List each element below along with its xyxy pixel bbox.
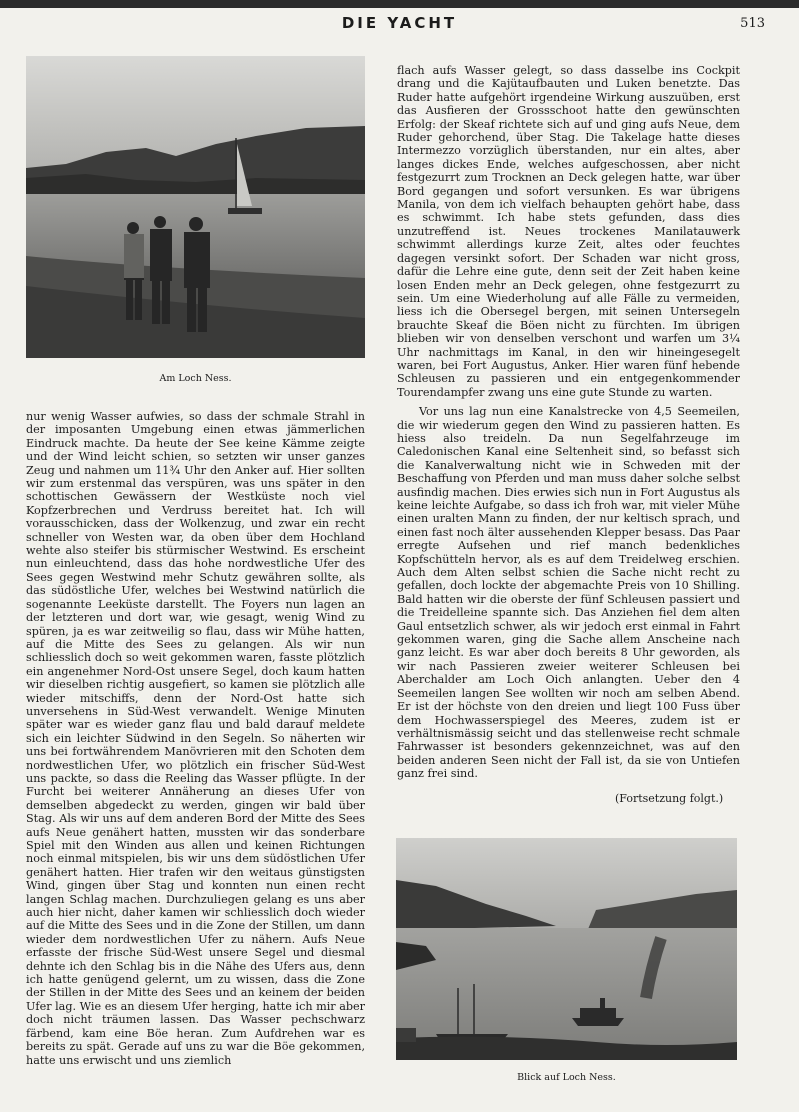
page-top-edge (0, 0, 799, 8)
page-number: 513 (740, 16, 765, 31)
photo-caption-am-loch-ness: Am Loch Ness. (159, 373, 232, 384)
left-column-text (26, 410, 365, 1067)
right-column-text (397, 64, 740, 781)
journal-title: DIE YACHT (341, 14, 458, 32)
continued-note: (Fortsetzung folgt.) (615, 792, 724, 805)
right-paragraph-1: flach aufs Wasser gelegt, so dass dasselbe ins Cockpit drang und die Kajütaufbauten und Luken benetzte. Das Ruder hatte aufgehört irgendeine Wirkung auszuüben, erst das Ausfieren der Grossschoot hatte den gewünschten Erfolg: der Skeaf richtete sich auf und ging aufs Neue, dem Ruder gehorchend, über Stag. Die Takelage hatte dieses Intermezzo vorzüglich überstanden, nur ein altes, aber langes dickes Ende, welches aufgeschossen, aber nicht festgezurrt zum Trocknen an Deck gelegen hatte, war über Bord gegangen und sofort versunken. Es war übrigens Manila, von dem ich vielfach behaupten gehört habe, dass es schwimmt. Ich habe stets gefunden, dass dies unzutreffend ist. Neues trockenes Manilatauwerk schwimmt allerdings kurze Zeit, altes oder feuchtes dagegen versinkt sofort. Der Schaden war nicht gross, dafür die Lehre eine gute, denn seit der Zeit haben keine losen Enden mehr an Deck gelegen, ohne festgezurrt zu sein. Um eine Wiederholung auf alle Fälle zu vermeiden, liess ich die Obersegel bergen, mit seinen Untersegeln brauchte Skeaf die Böen nicht zu fürchten. Im übrigen blieben wir von denselben verschont und warfen um 3¼ Uhr nachmittags im Kanal, in den wir hineingesegelt waren, bei Fort Augustus, Anker. Hier waren fünf hebende Schleusen zu passieren und ein entgegenkommender Tourendampfer zwang uns eine gute Stunde zu warten. (397, 64, 740, 399)
page-header (0, 12, 799, 36)
photo-am-loch-ness (26, 56, 365, 358)
photo-blick-auf-loch-ness (396, 838, 737, 1060)
right-paragraph-2: Vor uns lag nun eine Kanalstrecke von 4,5 Seemeilen, die wir wiederum gegen den Wind zu passieren hatten. Es hiess also treideln. Da nun Segelfahrzeuge im Caledonischen Kanal eine Seltenheit sind, so befasst sich die Kanalverwaltung nicht wie in Schweden mit der Beschaffung von Pferden und man muss daher solche selbst ausfindig machen. Dies erwies sich nun in Fort Augustus als keine leichte Aufgabe, so dass ich froh war, mit vieler Mühe einen uralten Mann zu finden, der nur keltisch sprach, und einen fast noch älter aussehenden Klepper besass. Das Paar erregte Aufsehen und rief manch bedenkliches Kopfschütteln hervor, als es auf dem Treidelweg erschien. Auch dem Alten selbst schien die Sache nicht recht zu gefallen, doch lockte der abgemachte Preis von 10 Shilling. Bald hatten wir die oberste der fünf Schleusen passiert und die Treidelleine spannte sich. Das Anziehen fiel dem alten Gaul entsetzlich schwer, als wir jedoch erst einmal in Fahrt gekommen waren, ging die Sache allem Anscheine nach ganz leicht. Es war aber doch bereits 8 Uhr geworden, als wir nach Passieren zweier weiterer Schleusen bei Aberchalder am Loch Oich anlangten. Ueber den 4 Seemeilen langen See wollten wir noch am selben Abend. Er ist der höchste von den dreien und liegt 100 Fuss über dem Hochwasserspiegel des Meeres, zudem ist er verhältnismässig seicht und das stellenweise recht schmale Fahrwasser ist besonders gekennzeichnet, was auf den beiden anderen Seen nicht der Fall ist, da sie von Untiefen ganz frei sind. (397, 405, 740, 781)
photo-caption-blick-auf-loch-ness: Blick auf Loch Ness. (517, 1072, 616, 1083)
left-column-paragraph: nur wenig Wasser aufwies, so dass der schmale Strahl in der imposanten Umgebung einen etwas jämmerlichen Eindruck machte. Da heute der See keine Kämme zeigte und der Wind leicht schien, so setzten wir unser ganzes Zeug und nahmen um 11¾ Uhr den Anker auf. Hier sollten wir zum erstenmal das verspüren, was uns später in den schottischen Gewässern der Westküste noch viel Kopfzerbrechen und Verdruss bereitet hat. Ich will vorausschicken, dass der Wolkenzug, und zwar ein recht schneller von Westen war, da oben über dem Hochland wehte also steifer bis stürmischer Westwind. Es erscheint nun einleuchtend, dass das hohe nordwestliche Ufer des Sees gegen Westwind mehr Schutz gewähren sollte, als das südöstliche Ufer, welches bei Westwind natürlich die sogenannte Leeküste darstellt. The Foyers nun lagen an der letzteren und dort war, wie gesagt, wenig Wind zu spüren, ja es war zeitweilig so flau, dass wir Mühe hatten, auf die Mitte des Sees zu gelangen. Als wir nun schliesslich doch so weit gekommen waren, fasste plötzlich ein angenehmer Nord-Ost unsere Segel, doch kaum hatten wir dieselben richtig ausgefiert, so kamen sie plötzlich alle wieder mitschiffs, denn der Nord-Ost hatte sich unversehens in Süd-West verwandelt. Wenige Minuten später war es wieder ganz flau und bald darauf meldete sich ein leichter Südwind in den Segeln. So näherten wir uns bei fortwährendem Manövrieren mit den Schoten dem nordwestlichen Ufer, wo plötzlich ein frischer Süd-West uns packte, so dass die Reeling das Wasser pflügte. In der Furcht bei weiterer Annäherung an dieses Ufer von demselben abgedeckt zu werden, gingen wir bald über Stag. Als wir uns auf dem anderen Bord der Mitte des Sees aufs Neue genähert hatten, mussten wir das sonderbare Spiel mit den Winden aus allen und keinen Richtungen noch einmal mitspielen, bis wir uns dem südöstlichen Ufer genähert hatten. Hier trafen wir den weitaus günstigsten Wind, gingen über Stag und konnten nun einen recht langen Schlag machen. Durchzuliegen gelang es uns aber auch hier nicht, daher kamen wir schliesslich doch wieder auf die Mitte des Sees und in die Zone der Stillen, um dann wieder dem nordwestlichen Ufer zu nähern. Aufs Neue erfasste der frische Süd-West unsere Segel und diesmal dehnte ich den Schlag bis in die Nähe des Ufers aus, denn ich hatte genügend gelernt, um zu wissen, dass die Zone der Stillen in der Mitte des Sees und an keinem der beiden Ufer lag. Wie es an diesem Ufer herging, hatte ich mir aber doch nicht träumen lassen. Das Wasser pechschwarz färbend, kam eine Böe heran. Zum Aufdrehen war es bereits zu spät. Gerade auf uns zu war die Böe gekommen, hatte uns erwischt und uns ziemlich (26, 410, 365, 1067)
